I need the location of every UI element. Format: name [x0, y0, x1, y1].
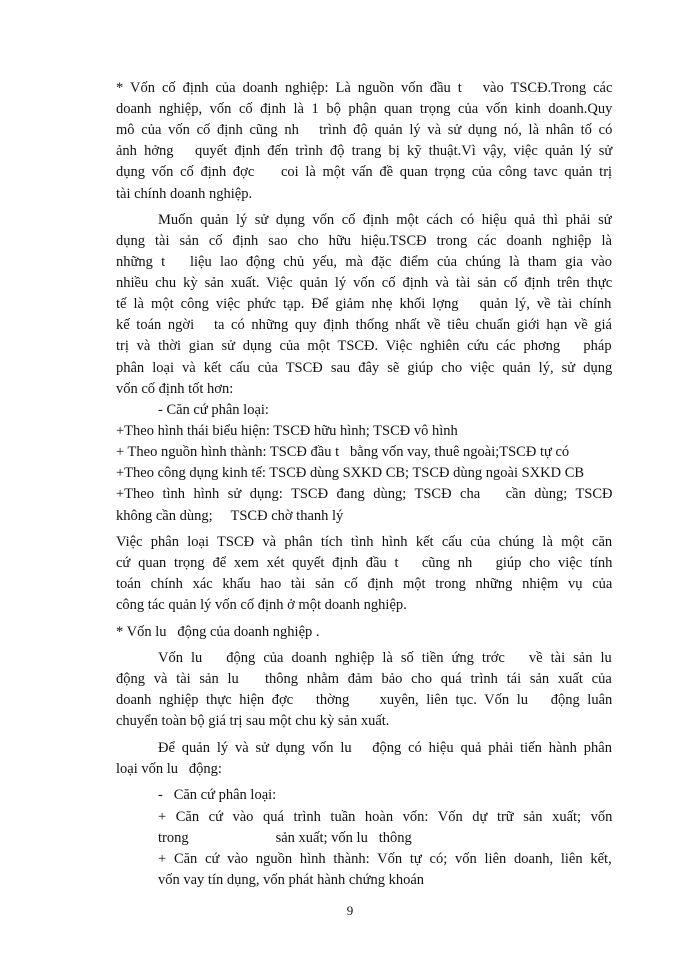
text-line: - Căn cứ phân loại:: [158, 402, 269, 418]
text-line: tài chính doanh nghiệp.: [116, 186, 253, 202]
text-line: * Vốn cố định của doanh nghiệp: Là nguồn vốn đầu t vào TSCĐ.Trong các: [116, 80, 613, 96]
text-line: Vốn lu động của doanh nghiệp là số tiền ứng trớc về tài sản lu: [158, 650, 612, 666]
text-line: tế là một công việc phức tạp. Để giảm nhẹ khối lợng quản lý, về tài chính: [116, 296, 612, 312]
text-line: không cần dùng; TSCĐ chờ thanh lý: [116, 508, 344, 524]
text-line: +Theo hình thái biểu hiện: TSCĐ hữu hình; TSCĐ vô hình: [116, 423, 458, 439]
text-line: - Căn cứ phân loại:: [158, 787, 277, 803]
text-line: Việc phân loại TSCĐ và phân tích tình hình kết cấu của chúng là một căn: [116, 534, 613, 550]
text-line: loại vốn lu động:: [116, 761, 222, 777]
text-line: kế toán ngời ta có những quy định thống nhất về tiêu chuẩn giới hạn về giá: [116, 317, 612, 333]
text-line: Muốn quản lý sử dụng vốn cố định một cách có hiệu quả thì phải sử: [158, 212, 612, 228]
text-line: vốn cố định tốt hơn:: [116, 381, 234, 397]
text-line: phân loại và kết cấu của TSCĐ sau đây sẽ giúp cho việc quản lý, sử dụng: [116, 360, 613, 376]
text-line: +Theo tình hình sử dụng: TSCĐ đang dùng; TSCĐ cha cần dùng; TSCĐ: [116, 486, 613, 502]
text-line: Để quản lý và sử dụng vốn lu động có hiệu quả phải tiến hành phân: [158, 740, 612, 756]
text-line: trong sản xuất; vốn lu thông: [158, 830, 412, 846]
text-line: những t liệu lao động chủ yếu, mà đặc điểm của chúng là tham gia vào: [116, 254, 613, 270]
text-line: dụng tài sản cố định sao cho hữu hiệu.TSCĐ trong các doanh nghiệp là: [116, 233, 612, 249]
text-line: cứ quan trọng để xem xét quyết định đầu t cũng nh giúp cho việc tính: [116, 555, 613, 571]
text-line: doanh nghiệp, vốn cố định là 1 bộ phận quan trọng của vốn kinh doanh.Quy: [116, 101, 613, 117]
text-line: công tác quản lý vốn cố định ở một doanh nghiệp.: [116, 597, 407, 613]
text-line: ảnh hởng quyết định đến trình độ trang bị kỹ thuật.Vì vậy, việc quản lý sử: [116, 143, 613, 159]
text-line: mô của vốn cố định cũng nh trình độ quản lý và sử dụng nó, là nhân tố có: [116, 122, 613, 138]
text-line: vốn vay tín dụng, vốn phát hành chứng khoán: [158, 872, 424, 888]
text-line: + Căn cứ vào nguồn hình thành: Vốn tự có; vốn liên doanh, liên kết,: [158, 851, 612, 867]
page-number: 9: [346, 903, 354, 918]
text-line: doanh nghiệp thực hiện đợc thờng xuyên, liên tục. Vốn lu động luân: [116, 692, 613, 708]
text-line: động và tài sản lu thông nhằm đảm bảo cho quá trình tái sản xuất của: [116, 671, 612, 687]
text-line: +Theo công dụng kinh tế: TSCĐ dùng SXKD CB; TSCĐ dùng ngoài SXKD CB: [116, 465, 585, 481]
text-line: + Căn cứ vào quá trình tuần hoàn vốn: Vốn dự trữ sản xuất; vốn: [158, 809, 613, 825]
text-line: chuyển toàn bộ giá trị sau một chu kỳ sản xuất.: [116, 713, 390, 729]
text-line: + Theo nguồn hình thành: TSCĐ đầu t bằng vốn vay, thuê ngoài;TSCĐ tự có: [116, 444, 570, 460]
text-line: dụng vốn cố định đợc coi là một vấn đề quan trọng của công tavc quản trị: [116, 164, 613, 180]
text-line: nhiều chu kỳ sản xuất. Việc quản lý vốn cố định và tài sản cố định trên thực: [116, 275, 613, 291]
text-line: * Vốn lu động của doanh nghiệp .: [116, 624, 320, 640]
text-line: trị và thời gian sử dụng của một TSCĐ. Việc nghiên cứu các phơng pháp: [116, 338, 612, 354]
text-line: toán chính xác khấu hao tài sản cố định một trong những nhiệm vụ của: [116, 576, 613, 592]
